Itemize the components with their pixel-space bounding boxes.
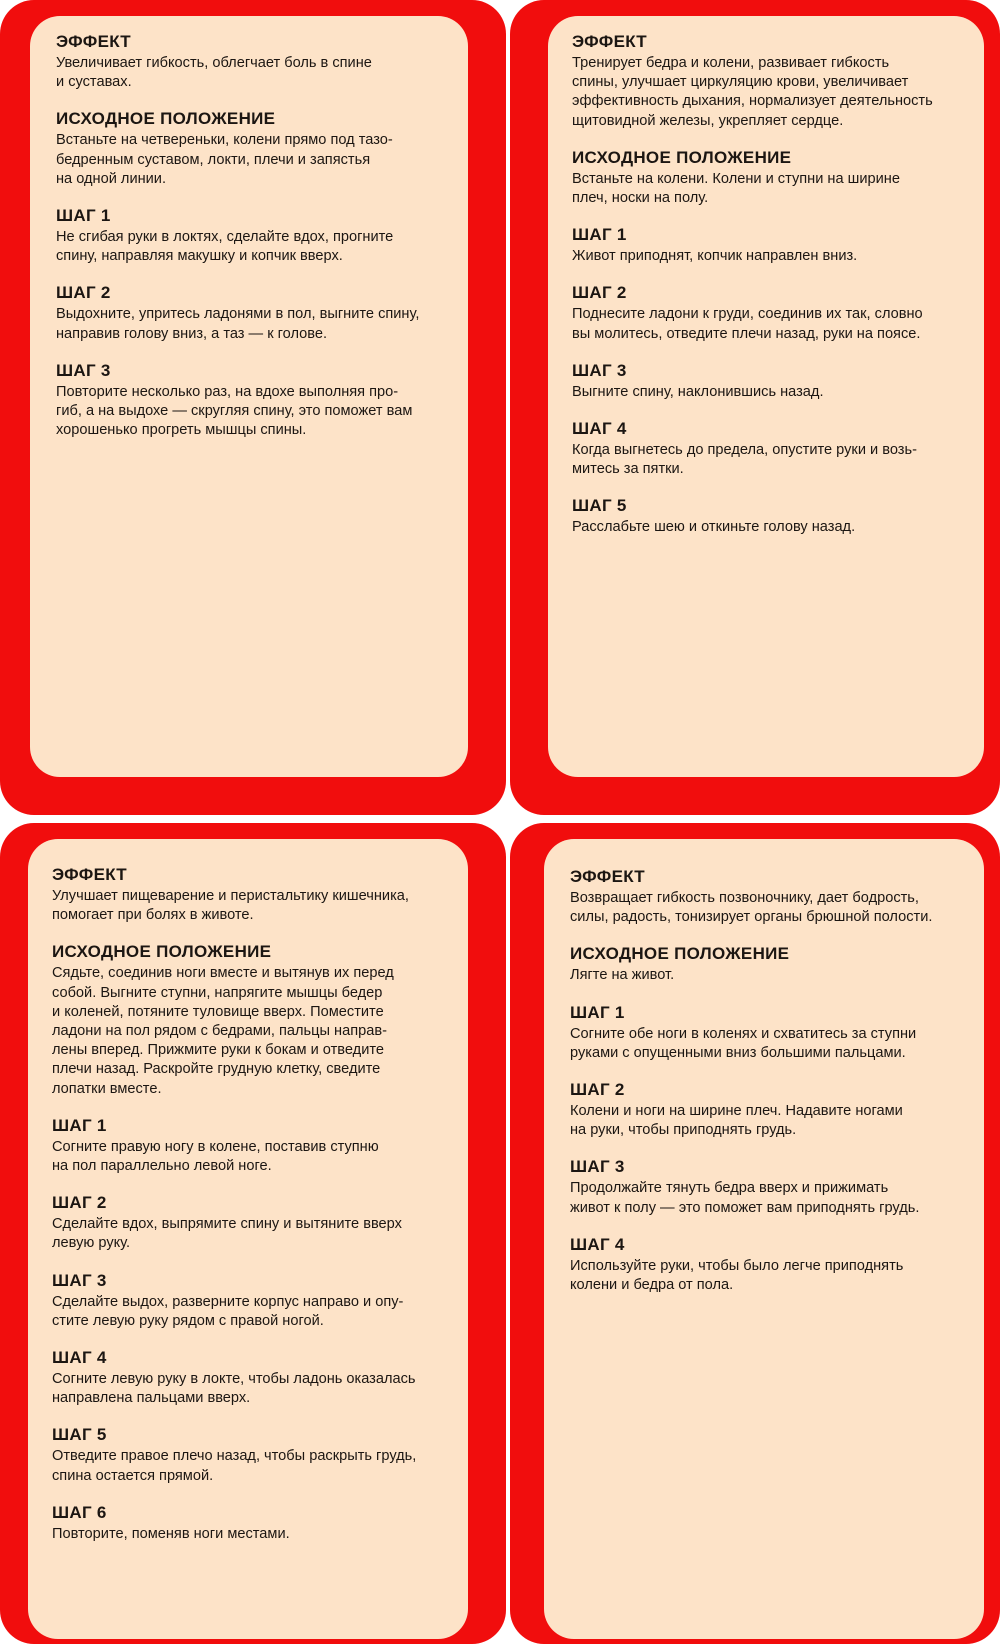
section-text: Повторите несколько раз, на вдохе выполняя про- гиб, а на выдохе — скругляя спину, это поможет вам хорошенько прогреть мышцы спины. bbox=[56, 383, 413, 439]
section-text: Отведите правое плечо назад, чтобы раскрыть грудь, спина остается прямой. bbox=[52, 1448, 417, 1484]
card-section-effect bbox=[570, 867, 966, 927]
section-heading: ЭФФЕКТ bbox=[56, 32, 131, 51]
section-text: Встаньте на колени. Колени и ступни на ширине плеч, носки на полу. bbox=[572, 170, 900, 207]
card-camel-pose bbox=[510, 0, 1000, 815]
card-section-step-3 bbox=[52, 1271, 452, 1331]
card-section-step-2 bbox=[572, 283, 966, 343]
card-section-step-2 bbox=[570, 1080, 966, 1140]
card-section-effect bbox=[572, 32, 966, 131]
card-section-step-2 bbox=[56, 283, 448, 343]
section-heading: ШАГ 1 bbox=[570, 1002, 625, 1022]
card-section-effect bbox=[52, 865, 452, 925]
section-text: Живот приподнят, копчик направлен вниз. bbox=[572, 248, 858, 265]
section-text: Сядьте, соединив ноги вместе и вытянув их перед собой. Выгните ступни, напрягите мышцы бедер и коленей, потяните туловище вверх. Поместите ладони на пол рядом с бедрами, пальцы направ- лены вперед. Прижмите руки к бокам и отведите плечи назад. Раскройте грудную клетку, сведите лопатки вместе. bbox=[52, 965, 394, 1097]
section-heading: ШАГ 4 bbox=[52, 1348, 107, 1368]
section-heading: ШАГ 4 bbox=[572, 419, 627, 439]
card-section-step-1 bbox=[572, 225, 966, 266]
card-section-step-3 bbox=[572, 361, 966, 402]
section-heading: ШАГ 5 bbox=[52, 1425, 107, 1445]
card-face bbox=[544, 839, 984, 1639]
card-section-effect bbox=[56, 32, 448, 92]
section-heading: ШАГ 2 bbox=[570, 1080, 625, 1100]
section-text: Поднесите ладони к груди, соединив их так, словно вы молитесь, отведите плечи назад, руки на поясе. bbox=[572, 306, 923, 342]
card-section-step-1 bbox=[570, 1003, 966, 1063]
section-heading: ШАГ 6 bbox=[52, 1502, 107, 1522]
card-face bbox=[28, 839, 468, 1639]
section-text: Выгните спину, наклонившись назад. bbox=[572, 383, 824, 400]
card-section-step-4 bbox=[52, 1348, 452, 1408]
section-heading: ИСХОДНОЕ ПОЛОЖЕНИЕ bbox=[56, 109, 276, 129]
section-text: Улучшает пищеварение и перистальтику кишечника, помогает при болях в животе. bbox=[52, 888, 409, 924]
card-section-step-4 bbox=[572, 419, 966, 479]
card-section-start-position bbox=[570, 944, 966, 985]
section-text: Согните правую ногу в колене, поставив ступню на пол параллельно левой ноге. bbox=[52, 1138, 379, 1175]
section-heading: ШАГ 1 bbox=[572, 225, 627, 245]
section-text: Возвращает гибкость позвоночнику, дает бодрость, силы, радость, тонизирует органы брюшной полости. bbox=[570, 890, 933, 926]
section-text: Согните обе ноги в коленях и схватитесь за ступни руками с опущенными вниз большими пальцами. bbox=[570, 1025, 917, 1061]
section-text: Повторите, поменяв ноги местами. bbox=[52, 1525, 290, 1542]
section-text: Встаньте на четвереньки, колени прямо под тазо- бедренным суставом, локти, плечи и запястья на одной линии. bbox=[56, 132, 393, 187]
section-text: Выдохните, упритесь ладонями в пол, выгните спину, направив голову вниз, а таз — к голове. bbox=[56, 306, 420, 342]
section-text: Продолжайте тянуть бедра вверх и прижимать живот к полу — это поможет вам приподнять грудь. bbox=[570, 1180, 920, 1216]
section-heading: ЭФФЕКТ bbox=[572, 32, 647, 51]
card-section-step-3 bbox=[570, 1157, 966, 1217]
card-section-step-5 bbox=[572, 496, 966, 537]
section-heading: ШАГ 3 bbox=[570, 1157, 625, 1177]
section-heading: ШАГ 5 bbox=[572, 496, 627, 516]
section-heading: ЭФФЕКТ bbox=[570, 867, 645, 886]
card-section-step-5 bbox=[52, 1425, 452, 1485]
card-section-start-position bbox=[572, 148, 966, 208]
section-heading: ШАГ 2 bbox=[56, 283, 111, 303]
card-cat-pose bbox=[0, 0, 506, 815]
section-text: Согните левую руку в локте, чтобы ладонь оказалась направлена пальцами вверх. bbox=[52, 1371, 416, 1407]
section-text: Колени и ноги на ширине плеч. Надавите ногами на руки, чтобы приподнять грудь. bbox=[570, 1103, 903, 1139]
section-heading: ШАГ 3 bbox=[572, 360, 627, 380]
card-section-step-2 bbox=[52, 1193, 452, 1253]
card-section-step-1 bbox=[52, 1116, 452, 1176]
section-heading: ШАГ 3 bbox=[56, 360, 111, 380]
card-bow-pose bbox=[510, 823, 1000, 1644]
section-heading: ИСХОДНОЕ ПОЛОЖЕНИЕ bbox=[570, 944, 790, 964]
section-text: Используйте руки, чтобы было легче приподнять колени и бедра от пола. bbox=[570, 1257, 904, 1294]
card-seated-twist bbox=[0, 823, 506, 1644]
section-text: Расслабьте шею и откиньте голову назад. bbox=[572, 519, 856, 536]
card-section-step-4 bbox=[570, 1235, 966, 1295]
card-face bbox=[30, 16, 468, 777]
section-heading: ИСХОДНОЕ ПОЛОЖЕНИЕ bbox=[572, 147, 792, 167]
card-section-start-position bbox=[52, 942, 452, 1098]
card-section-step-1 bbox=[56, 206, 448, 266]
section-text: Лягте на живот. bbox=[570, 967, 675, 984]
section-text: Увеличивает гибкость, облегчает боль в спине и суставах. bbox=[56, 55, 372, 91]
section-text: Тренирует бедра и колени, развивает гибкость спины, улучшает циркуляцию крови, увеличивает эффективность дыхания, нормализует деятельность щитовидной железы, укрепляет сердце. bbox=[572, 55, 933, 129]
section-heading: ШАГ 3 bbox=[52, 1270, 107, 1290]
section-text: Сделайте вдох, выпрямите спину и вытяните вверх левую руку. bbox=[52, 1216, 402, 1252]
card-face bbox=[548, 16, 984, 777]
section-text: Не сгибая руки в локтях, сделайте вдох, прогните спину, направляя макушку и копчик вверх. bbox=[56, 229, 394, 265]
section-text: Когда выгнетесь до предела, опустите руки и возь- митесь за пятки. bbox=[572, 442, 917, 478]
card-section-step-6 bbox=[52, 1503, 452, 1544]
section-heading: ШАГ 2 bbox=[52, 1193, 107, 1213]
card-section-start-position bbox=[56, 109, 448, 189]
section-heading: ШАГ 2 bbox=[572, 283, 627, 303]
section-heading: ШАГ 4 bbox=[570, 1234, 625, 1254]
section-heading: ШАГ 1 bbox=[52, 1115, 107, 1135]
card-section-step-3 bbox=[56, 361, 448, 441]
section-heading: ШАГ 1 bbox=[56, 206, 111, 226]
section-heading: ЭФФЕКТ bbox=[52, 865, 127, 884]
section-heading: ИСХОДНОЕ ПОЛОЖЕНИЕ bbox=[52, 942, 272, 962]
section-text: Сделайте выдох, разверните корпус направо и опу- стите левую руку рядом с правой ногой. bbox=[52, 1293, 404, 1329]
